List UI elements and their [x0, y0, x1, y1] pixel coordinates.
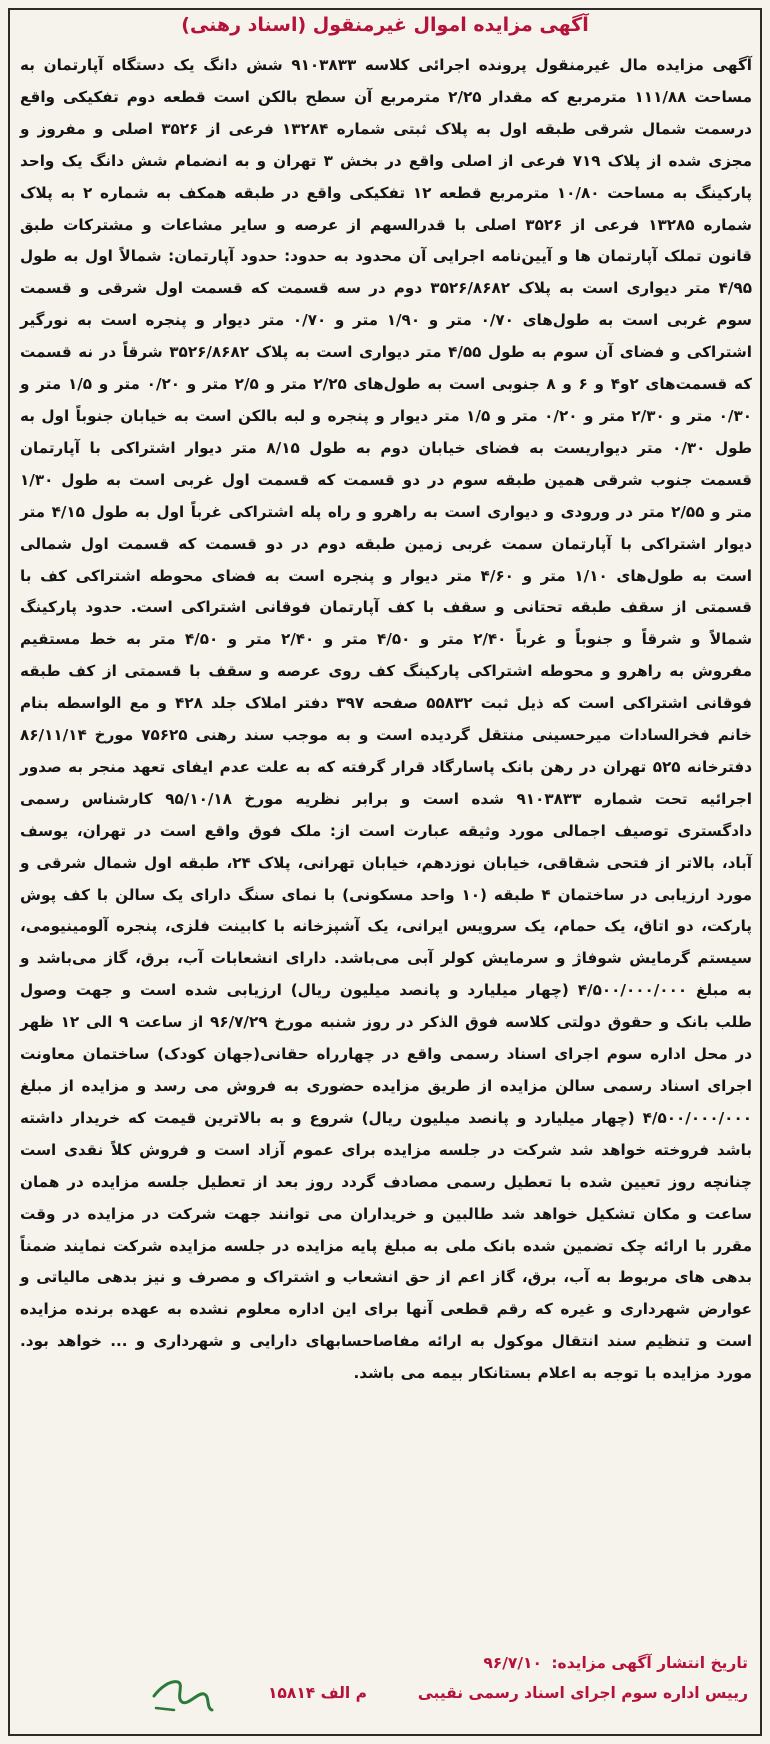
notice-footer [22, 1648, 748, 1708]
signer-line [22, 1678, 748, 1708]
notice-body: آگهی مزایده مال غیرمنقول پرونده اجرائی کلاسه ۹۱۰۳۸۳۳ شش دانگ یک دستگاه آپارتمان به مساحت ۱۱۱/۸۸ مترمربع که مقدار ۲/۲۵ مترمربع آن سطح بالکن است قطعه دوم تفکیکی واقع درسمت شمال شرقی طبقه اول به پلاک ثبتی شماره ۱۳۲۸۴ فرعی از ۳۵۲۶ اصلی و مفروز و مجزی شده از پلاک ۷۱۹ فرعی از اصلی واقع در بخش ۳ تهران و به انضمام شش دانگ یک واحد پارکینگ به مساحت ۱۰/۸۰ مترمربع قطعه ۱۲ تفکیکی واقع در طبقه همکف به شماره ۲ به پلاک شماره ۱۳۲۸۵ فرعی از ۳۵۲۶ اصلی با قدرالسهم از عرصه و سایر مشاعات و مشترکات طبق قانون تملک آپارتمان ها و آیین‌نامه اجرایی آن محدود به حدود: حدود آپارتمان: شمالاً اول به طول ۴/۹۵ متر دیواری است به پلاک ۳۵۲۶/۸۶۸۲ دوم در سه قسمت که قسمت اول شرقی و قسمت سوم غربی است به طول‌های ۰/۷۰ متر و ۱/۹۰ متر و ۰/۷۰ متر دیوار و پنجره است به نورگیر اشتراکی و فضای آن سوم به طول ۴/۵۵ متر دیواری است به پلاک ۳۵۲۶/۸۶۸۲ شرقاً در نه قسمت که قسمت‌های ۲و۴ و ۶ و ۸ جنوبی است به طول‌های ۲/۲۵ متر و ۲/۵ متر و ۰/۲۰ متر و ۱/۵ متر و ۰/۳۰ متر و ۲/۳۰ متر و ۰/۲۰ متر و ۱/۵ متر دیوار و پنجره و لبه بالکن است به خیابان جنوباً اول به طول ۰/۳۰ متر دیواریست به فضای خیابان دوم به طول ۸/۱۵ متر دیوار اشتراکی با آپارتمان قسمت جنوب شرقی همین طبقه سوم در دو قسمت که قسمت اول غربی است به طول ۱/۳۰ متر و ۲/۵۵ متر در ورودی و دیواری است به راهرو و راه پله اشتراکی غرباً اول به طول ۴/۱۵ متر دیوار اشتراکی با آپارتمان سمت غربی زمین طبقه دوم در دو قسمت که قسمت اول شمالی است به طول‌های ۱/۱۰ متر و ۴/۶۰ متر دیوار و پنجره است به فضای محوطه اشتراکی کف با قسمتی از سقف طبقه تحتانی و سقف با کف آپارتمان فوقانی اشتراکی است. حدود پارکینگ شمالاً و شرقاً و جنوباً و غرباً ۲/۴۰ متر و ۴/۵۰ متر و ۲/۴۰ متر و ۴/۵۰ متر به خط مستقیم مفروش به راهرو و محوطه اشتراکی پارکینگ کف روی عرصه و سقف با قسمتی از کف طبقه فوقانی اشتراکی است که ذیل ثبت ۵۵۸۳۲ صفحه ۳۹۷ دفتر املاک جلد ۴۲۸ و مع الواسطه بنام خانم فخرالسادات میرحسینی منتقل گردیده است و به موجب سند رهنی ۷۵۶۲۵ مورخ ۸۶/۱۱/۱۴ دفترخانه ۵۲۵ تهران در رهن بانک پاسارگاد قرار گرفته که به علت عدم ایفای تعهد منجر به صدور اجرائیه تحت شماره ۹۱۰۳۸۳۳ شده است و برابر نظریه مورخ ۹۵/۱۰/۱۸ کارشناس رسمی دادگستری توصیف اجمالی مورد وثیقه عبارت است از: ملک فوق واقع است در تهران، یوسف آباد، بالاتر از فتحی شقاقی، خیابان نوزدهم، خیابان تهرانی، پلاک ۲۴، طبقه اول شمال شرقی و مورد ارزیابی در ساختمان ۴ طبقه (۱۰ واحد مسکونی) با نمای سنگ دارای یک سالن با کف پوش پارکت، دو اتاق، یک حمام، یک سرویس ایرانی، یک آشپزخانه با کابینت فلزی، پنجره آلومینیومی، سیستم گرمایش شوفاژ و سرمایش کولر آبی می‌باشد. دارای انشعابات آب، برق، گاز می‌باشد و به مبلغ ۴/۵۰۰/۰۰۰/۰۰۰ (چهار میلیارد و پانصد میلیون ریال) ارزیابی شده است و جهت وصول طلب بانک و حقوق دولتی کلاسه فوق الذکر در روز شنبه مورخ ۹۶/۷/۲۹ از ساعت ۹ الی ۱۲ ظهر در محل اداره سوم اجرای اسناد رسمی واقع در چهارراه حقانی(جهان کودک) ساختمان معاونت اجرای اسناد رسمی سالن مزایده از طریق مزایده حضوری به فروش می رسد و مزایده از مبلغ ۴/۵۰۰/۰۰۰/۰۰۰ (چهار میلیارد و پانصد میلیون ریال) شروع و به بالاترین قیمت که خریدار داشته باشد فروخته خواهد شد شرکت در جلسه مزایده برای عموم آزاد است و فروش کلاً نقدی است چنانچه روز تعیین شده با تعطیل رسمی مصادف گردد روز بعد از تعطیل جلسه مزایده در همان ساعت و مکان تشکیل خواهد شد طالبین و خریداران می توانند جهت شرکت در مزایده در وقت مقرر با ارائه چک تضمین شده بانک ملی به مبلغ پایه مزایده در جلسه مزایده شرکت نمایند ضمناً بدهی های مربوط به آب، برق، گاز اعم از حق انشعاب و اشتراک و مصرف و نیز بدهی مالیاتی و عوارض شهرداری و غیره که رقم قطعی آنها برای این اداره معلوم نشده به عهده برنده مزایده است و تنظیم سند انتقال موکول به ارائه مفاصاحسابهای دارایی و شهرداری و ... خواهد بود. مورد مزایده با توجه به اعلام بستانکار بیمه می باشد. [20, 56, 753, 1383]
publish-date-line [22, 1648, 748, 1678]
signer-name: رییس اداره سوم اجرای اسناد رسمی نقیبی [417, 1684, 748, 1702]
signature-icon [148, 1668, 218, 1718]
notice-title: آگهی مزایده اموال غیرمنقول (اسناد رهنی) [181, 14, 589, 36]
notice-code: م الف ۱۵۸۱۴ [267, 1684, 367, 1702]
publish-date-label: تاریخ انتشار آگهی مزایده: [551, 1654, 748, 1672]
publish-date-value: ۹۶/۷/۱۰ [483, 1654, 542, 1672]
